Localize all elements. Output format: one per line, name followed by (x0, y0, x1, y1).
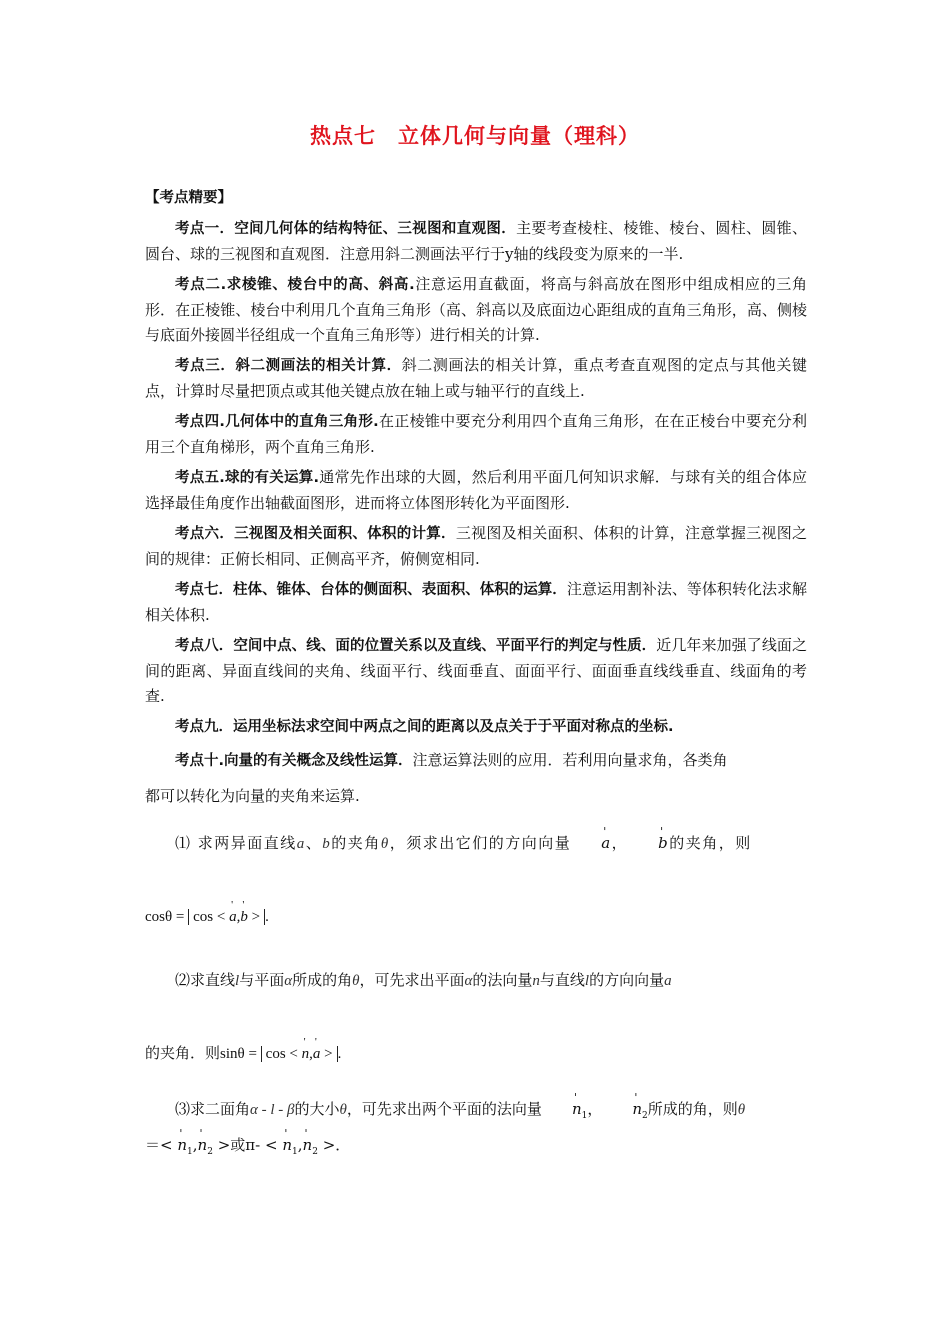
point-1: 考点一．空间几何体的结构特征、三视图和直观图．主要考查棱柱、棱锥、棱台、圆柱、圆锥、圆台、球的三视图和直观图．注意用斜二测画法平行于y轴的线段变为原来的一半. (145, 219, 807, 263)
vector-a: ' a (571, 831, 611, 856)
point-8: 考点八．空间中点、线、面的位置关系以及直线、平面平行的判定与性质．近几年来加强了线面之间的距离、异面直线间的夹角、线面平行、线面垂直、面面平行、面面垂直线线垂直、线面角的考查. (145, 636, 807, 705)
point-5: 考点五.球的有关运算.通常先作出球的大圆，然后利用平面几何知识求解．与球有关的组合体应选择最佳角度作出轴截面图形，进而将立体图形转化为平面图形. (145, 468, 807, 512)
formula-2: 的夹角．则sinθ = cos < ' n,' a > . (145, 1042, 807, 1067)
item-2: ⑵求直线l与平面α所成的角θ，可先求出平面α的法向量n与直线l的方向向量a (175, 971, 672, 989)
document-body (145, 186, 807, 1165)
item-3: ⑶求二面角α - l - β的大小θ，可先求出两个平面的法向量' $n_1$，' $n_2$所成的角，则θ (145, 1097, 807, 1129)
point-7: 考点七．柱体、锥体、台体的侧面积、表面积、体积的运算．注意运用割补法、等体积转化法求解相关体积. (145, 580, 807, 624)
item-1: ⑴ 求两异面直线a、b的夹角θ，须求出它们的方向向量' a，' b的夹角，则 (145, 831, 807, 857)
point-10-continued: 都可以转化为向量的夹角来运算. (145, 787, 360, 805)
point-3: 考点三．斜二测画法的相关计算．斜二测画法的相关计算，重点考查直观图的定点与其他关键点，计算时尽量把顶点或其他关键点放在轴上或与轴平行的直线上. (145, 356, 807, 400)
point-4: 考点四.几何体中的直角三角形.在正棱锥中要充分利用四个直角三角形，在在正棱台中要充分利用三个直角梯形，两个直角三角形. (145, 412, 807, 456)
point-10: 考点十.向量的有关概念及线性运算．注意运算法则的应用．若利用向量求角，各类角 (175, 751, 728, 769)
item-3-formula: ＝< ' $n_1,'$ $n_2$ >或π- < ' $n_1,'$ $n_2$ >． (145, 1133, 807, 1165)
point-6: 考点六．三视图及相关面积、体积的计算．三视图及相关面积、体积的计算，注意掌握三视图之间的规律：正俯长相同、正侧高平齐，俯侧宽相同. (145, 524, 807, 568)
document-title: 热点七 立体几何与向量（理科） (310, 124, 640, 148)
vector-b: ' b (628, 831, 669, 856)
section-heading: 【考点精要】 (145, 190, 232, 206)
point-9: 考点九．运用坐标法求空间中两点之间的距离以及点关于于平面对称点的坐标. (175, 719, 674, 735)
point-2: 考点二.求棱锥、棱台中的高、斜高.注意运用直截面，将高与斜高放在图形中组成相应的三角形．在正棱锥、棱台中利用几个直角三角形（高、斜高以及底面边心距组成的直角三角形，高、侧棱与底面外接圆半径组成一个直角三角形等）进行相关的计算. (145, 275, 807, 344)
formula-1: cosθ = cos < ' a,' b > . (145, 905, 807, 930)
